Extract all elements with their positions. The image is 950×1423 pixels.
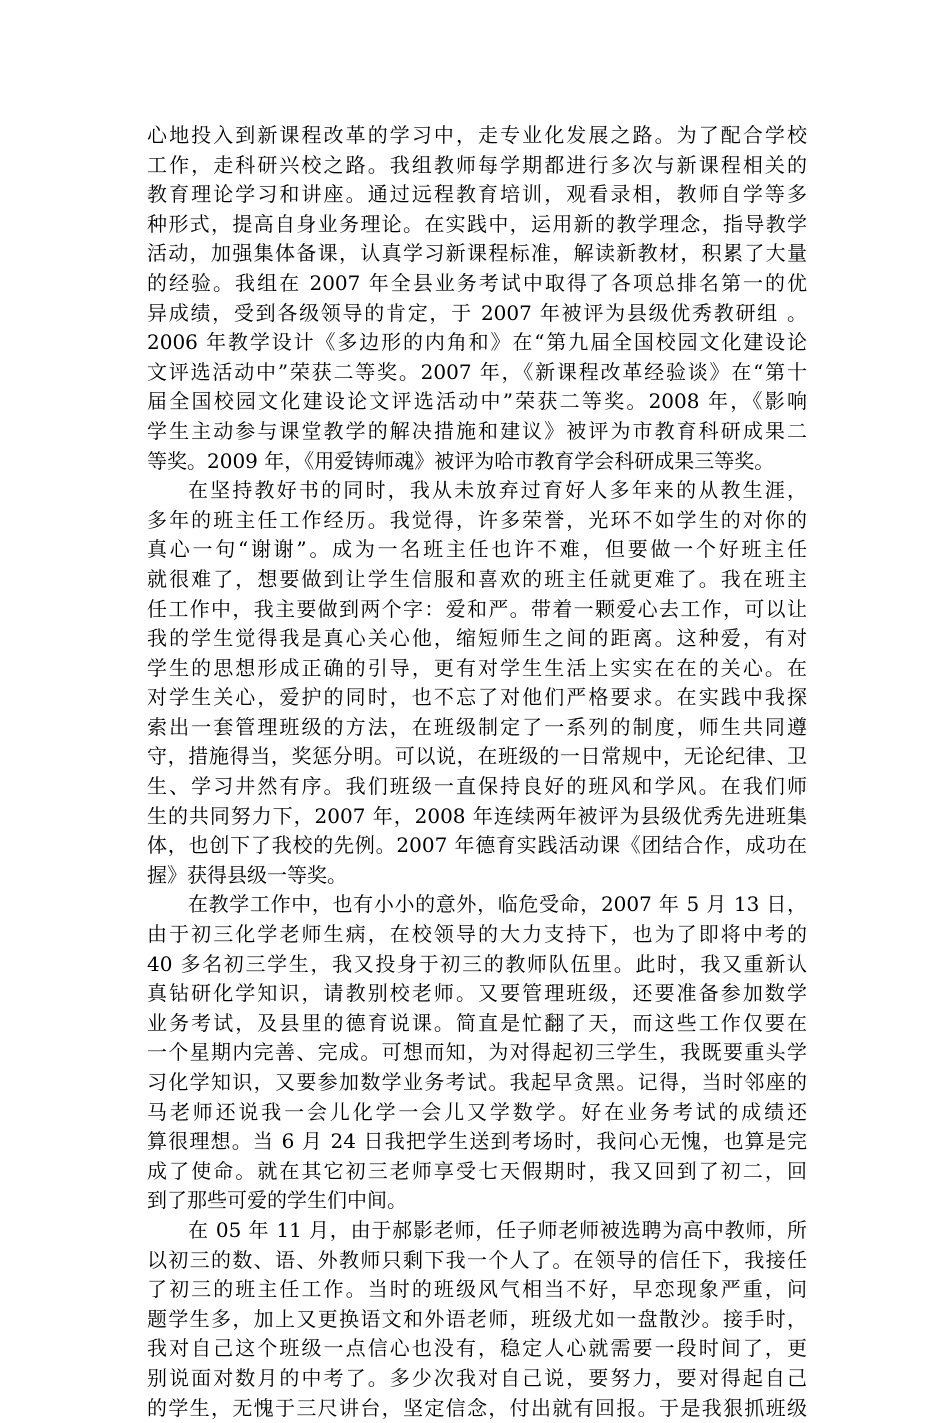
- text-line: 别说面对数月的中考了。多少次我对自己说，要努力，要对得起自己: [147, 1365, 807, 1390]
- paragraph-first-line: 在 05 年 11 月，由于郝影老师，任子师老师被选聘为高中教师，所: [188, 1217, 807, 1242]
- text-line: 生、学习井然有序。我们班级一直保持良好的班风和学风。在我们师: [147, 774, 807, 799]
- paragraph-first-line: 在教学工作中，也有小小的意外，临危受命，2007 年 5 月 13 日，: [188, 892, 807, 917]
- text-line: 文评选活动中”荣获二等奖。2007 年，《新课程改革经验谈》在“第十: [147, 359, 807, 384]
- text-line: 体，也创下了我校的先例。2007 年德育实践活动课《团结合作，成功在: [147, 833, 807, 858]
- text-line: 一个星期内完善、完成。可想而知，为对得起初三学生，我既要重头学: [147, 1040, 807, 1065]
- text-line: 生的共同努力下，2007 年，2008 年连续两年被评为县级优秀先进班集: [147, 803, 807, 828]
- text-line: 心地投入到新课程改革的学习中，走专业化发展之路。为了配合学校: [147, 123, 807, 147]
- text-line: 握》获得县级一等奖。: [147, 862, 347, 887]
- text-line: 等奖。2009 年，《用爱铸师魂》被评为哈市教育学会科研成果三等奖。: [147, 448, 775, 473]
- text-line: 任工作中，我主要做到两个字：爱和严。带着一颗爱心去工作，可以让: [147, 596, 807, 621]
- text-line: 由于初三化学老师生病，在校领导的大力支持下，也为了即将中考的: [147, 922, 807, 947]
- document-page: [147, 121, 807, 1423]
- text-line: 对学生关心，爱护的同时，也不忘了对他们严格要求。在实践中我探: [147, 685, 807, 710]
- text-line: 异成绩，受到各级领导的肯定，于 2007 年被评为县级优秀教研组 。: [147, 300, 807, 325]
- text-line: 到了那些可爱的学生们中间。: [147, 1188, 407, 1213]
- text-line: 守，措施得当，奖惩分明。可以说，在班级的一日常规中，无论纪律、卫: [147, 744, 807, 769]
- text-line: 的学生，无愧于三尺讲台，坚定信念，付出就有回报。于是我狠抓班级: [147, 1395, 807, 1420]
- text-line: 马老师还说我一会儿化学一会儿又学数学。好在业务考试的成绩还: [147, 1099, 807, 1124]
- text-line: 种形式，提高自身业务理论。在实践中，运用新的教学理念，指导教学: [147, 211, 807, 236]
- text-line: 我对自己这个班级一点信心也没有，稳定人心就需要一段时间了，更: [147, 1336, 807, 1361]
- text-line: 成了使命。就在其它初三老师享受七天假期时，我又回到了初二，回: [147, 1158, 807, 1183]
- text-line: 就很难了，想要做到让学生信服和喜欢的班主任就更难了。我在班主: [147, 566, 807, 591]
- text-line: 工作，走科研兴校之路。我组教师每学期都进行多次与新课程相关的: [147, 152, 807, 177]
- text-line: 题学生多，加上又更换语文和外语老师，班级尤如一盘散沙。接手时，: [147, 1306, 807, 1331]
- text-line: 索出一套管理班级的方法，在班级制定了一系列的制度，师生共同遵: [147, 714, 807, 739]
- text-line: 了初三的班主任工作。当时的班级风气相当不好，早恋现象严重，问: [147, 1277, 807, 1302]
- text-line: 教育理论学习和讲座。通过远程教育培训，观看录相，教师自学等多: [147, 182, 807, 207]
- text-line: 学生的思想形成正确的引导，更有对学生生活上实实在在的关心。在: [147, 655, 807, 680]
- text-line: 多年的班主任工作经历。我觉得，许多荣誉，光环不如学生的对你的: [147, 507, 807, 532]
- text-line: 2006 年教学设计《多边形的内角和》在“第九届全国校园文化建设论: [147, 330, 807, 355]
- text-line: 真钻研化学知识，请教别校老师。又要管理班级，还要准备参加数学: [147, 981, 807, 1006]
- text-line: 我的学生觉得我是真心关心他，缩短师生之间的距离。这种爱，有对: [147, 626, 807, 651]
- text-line: 以初三的数、语、外教师只剩下我一个人了。在领导的信任下，我接任: [147, 1247, 807, 1272]
- text-line: 真心一句“谢谢”。成为一名班主任也许不难，但要做一个好班主任: [147, 537, 807, 562]
- text-line: 的经验。我组在 2007 年全县业务考试中取得了各项总排名第一的优: [147, 270, 807, 295]
- text-line: 算很理想。当 6 月 24 日我把学生送到考场时，我问心无愧，也算是完: [147, 1129, 807, 1154]
- text-line: 活动，加强集体备课，认真学习新课程标准，解读新教材，积累了大量: [147, 241, 807, 266]
- text-line: 学生主动参与课堂教学的解决措施和建议》被评为市教育科研成果二: [147, 418, 807, 443]
- text-line: 40 多名初三学生，我又投身于初三的教师队伍里。此时，我又重新认: [147, 951, 807, 976]
- paragraph-first-line: 在坚持教好书的同时，我从未放弃过育好人多年来的从教生涯，: [188, 478, 807, 503]
- text-line: 业务考试，及县里的德育说课。简直是忙翻了天，而这些工作仅要在: [147, 1010, 807, 1035]
- text-line: 习化学知识，又要参加数学业务考试。我起早贪黑。记得，当时邻座的: [147, 1070, 807, 1094]
- text-line: 届全国校园文化建设论文评选活动中”荣获二等奖。2008 年，《影响: [147, 389, 807, 414]
